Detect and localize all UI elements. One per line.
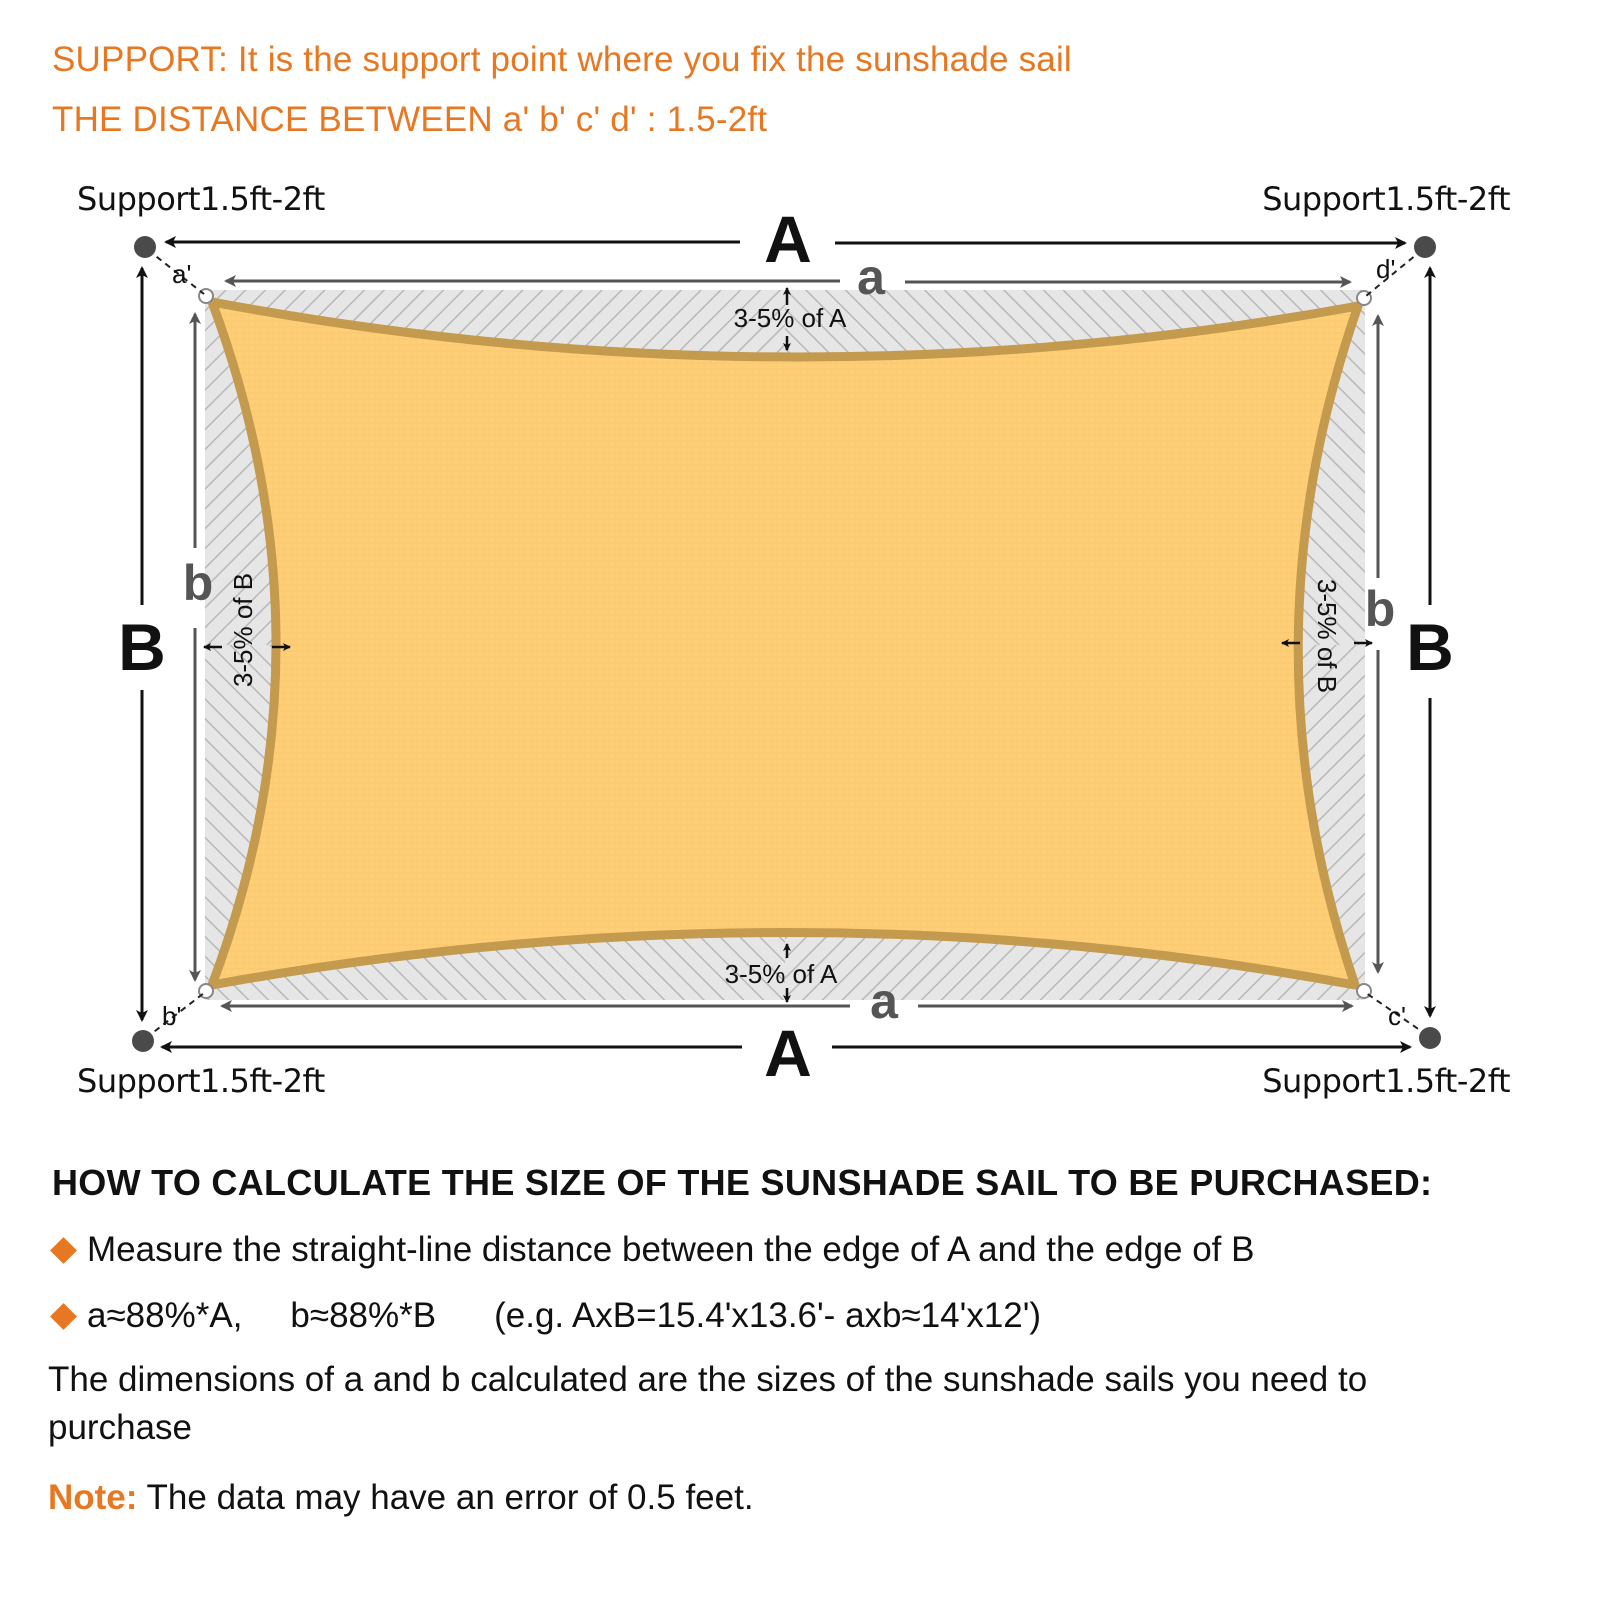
instructions-paragraph: The dimensions of a and b calculated are the sizes of the sunshade sails you need to purchase [48,1360,1368,1447]
inner-a-arrow-top [226,281,1350,282]
outer-dim-label-bottom: A [764,1016,812,1090]
support-point-top-left [134,236,156,258]
support-point-bottom-right [1419,1027,1441,1049]
support-point-top-right [1414,236,1436,258]
support-label-top-left: Support1.5ft-2ft [77,180,325,218]
instructions-heading: HOW TO CALCULATE THE SIZE OF THE SUNSHADE SAIL TO BE PURCHASED: [52,1162,1433,1203]
orange-diamond-bullet-icon [50,1237,77,1264]
instruction-bullet-2 [48,1296,1041,1336]
support-label-bottom-right: Support1.5ft-2ft [1262,1062,1510,1100]
outer-dim-label-right: B [1406,610,1454,684]
inner-dim-label-right: b [1364,581,1396,637]
corner-label-c-prime: c' [1388,1001,1406,1031]
sag-label-top: 3-5% of A [733,303,847,333]
support-label-bottom-left: Support1.5ft-2ft [77,1062,325,1100]
corner-label-d-prime: d' [1376,254,1396,284]
sag-label-right: 3-5% of B [1312,578,1342,694]
sail-shape [212,302,1358,985]
instruction-bullet-1-text: Measure the straight-line distance between the edge of A and the edge of B [87,1230,1255,1269]
formula-a: a≈88%*A, [87,1296,243,1335]
note-label: Note: [48,1478,138,1517]
distance-note-text: THE DISTANCE BETWEEN a' b' c' d' : 1.5-2ft [52,100,768,139]
corner-label-b-prime: b' [162,1001,182,1031]
formula-b: b≈88%*B [290,1296,437,1335]
corner-label-a-prime: a' [172,259,192,289]
outer-dim-label-top: A [764,202,812,276]
sag-label-left: 3-5% of B [228,572,258,688]
note-line [48,1478,754,1518]
sag-label-bottom: 3-5% of A [724,959,838,989]
inner-dim-label-bottom: a [870,973,898,1029]
instruction-bullet-1 [48,1230,1254,1270]
support-label-top-right: Support1.5ft-2ft [1262,180,1510,218]
formula-example: (e.g. AxB=15.4'x13.6'- axb≈14'x12') [494,1296,1042,1335]
inner-dim-label-left: b [182,555,214,611]
orange-diamond-bullet-icon [50,1303,77,1330]
inner-dim-label-top: a [857,249,885,305]
support-point-bottom-left [132,1030,154,1052]
outer-dim-label-left: B [118,610,166,684]
note-text: The data may have an error of 0.5 feet. [137,1478,754,1517]
support-definition-text: SUPPORT: It is the support point where you fix the sunshade sail [52,40,1072,79]
